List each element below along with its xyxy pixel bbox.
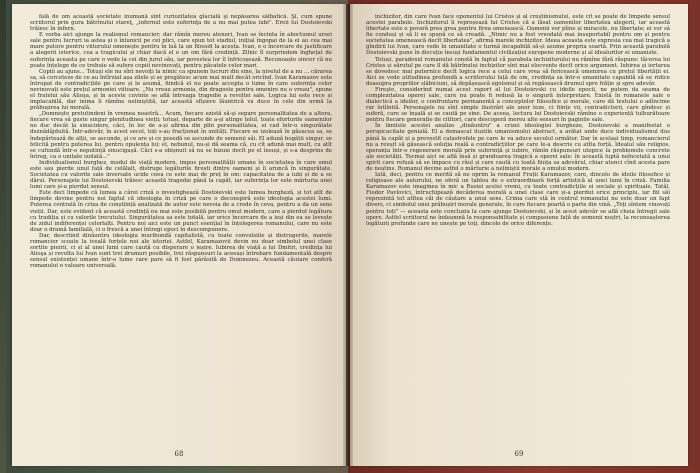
paragraph: „Domnește pretutindeni în vremea noastră... Acum, fiecare ezistă să-și separe personalitatea de a altora, fiecare vrea să guste singur plenitudinea vieții; totuși, departe de a-și atinge țelul, toate eforturile oamenilor nu duc decât la sinucidere, căci, în loc de a-și afirma din plin personalitatea, ei cad într-o singurătate deznădăjduită. Într-adevăr, în acest secol, toți s-au fracționat în unități. Fiecare se izolează în găoacea sa, se îndepărtează de alții, se ascunde, și ce are și ce posedă se ascunde de semenii săi. El adună bogății singur, se felicită pentru puterea lui, pentru opulența lui; el, nebunul, nu-și dă seama că, cu cît adună mai mult, cu atît se cufundă într-o neputință sinucigașă. Căci s-a obișnuit să nu se bizuie decît pe el însuși, și s-a desprins de întreg, ca o unitate izolată...": [30, 111, 332, 160]
paragraph: Este deci limpede că lumea a cărei criză o investighează Dostoievski este lumea burgheză, și tot atît de limpede devine pentru noi faptul că ideologia în criză pe care o deconspiră este ideologia acestei lumi. Puterea centrală în criza de conștiință analizată de autor este nevoia de a crede în ceva, pentru a da un sens vieții. Dar, este evident că această credință nu mai este posibilă pentru omul modern, care a pierdut legătura cu tradiția și cu valorile trecutului. Singurătatea sa este totală, iar orice încercare de a ieși din ea se lovește de zidul indiferenței celorlalți. Pentru noi aici este un punct esențial în înțelegerea romanului, care nu este doar o dramă familială, ci o frescă a unei întregi epoci în descompunere.: [30, 190, 332, 233]
paragraph: Fireşte, considerînd numai acest raport al lui Dostoievski cu ideile epocii, ne putem da seama de complexitatea operei sale, care nu poate fi redusă la o singură interpretare. Există în romanele sale o dialectică a ideilor, o confruntare permanentă a conceptelor filosofice și morale, care dă textului o adîncime rar întîlnită. Personajele nu sînt simple ilustrări ale unor teze, ci ființe vii, contradictorii, care gîndesc și suferă, care se înșală și se caută pe sine. De aceea, lectura lui Dostoievski rămîne o experiență tulburătoare pentru fiecare generație de cititori, care descoperă mereu alte sensuri în paginile sale.: [366, 86, 670, 124]
left-page: [12, 4, 346, 466]
paragraph: fală de om această societate inumană sînt curiozitatea glacială şi nepăsarea sălbatică. Şi, cum spune scriitorul prin gura bătrînului stareţ, „infernul este suferinţa de a nu mai putea iubi". Ereii lui Dostoievski trăiesc în infern.: [30, 14, 332, 33]
paragraph: Copiii au ajuns... Totuși ele nu sînt nevoiți la nimic ca spunem lucruri din sine, la nivelul de a nu ... cărarea sa, să cerceteze de ce au întîrziat așa zilele și se pregătesc acum mai mult decât oricînd. Ivan Karamazov este întrupat de contradicțiile pe care și le asumă, fiindcă el nu poate accepta o lume în care suferința celor nevinovați este prețul armoniei viitoare. „Nu vreau armonia, din dragoste pentru omenire nu o vreau", spune el fratelui său Alioşa, și în aceste cuvinte se află întreaga tragedie a revoltei sale. Logica lui este rece și implacabilă, dar inima îi rămîne neliniștită, iar această sfîșiere lăuntrică va duce în cele din urmă la prăbușirea lui morală.: [30, 68, 332, 112]
paragraph: E vorba aici ajunge la realismul romancier; dar rămîn mereu ateneri, Ivan se încinta în aboctumul ursei sale pentru lucruri ia astea și o înlunicii pe cei plici, care spun tot stadiul, inițial îngopai de la ei au cea mai mare putere pentru viitorului omenește pentru în luă la un filosofi la aceșta. Ivan, e o încercare de justificare a alegerii istorice, cea a tragicului și chiar dacă el e un om fără credință. Zilnic îl surprindem înghețat de suferința aceasta pe care o vede la cei din jurul său, iar povestea lor îl înfricoșează. Recunoaște sincer că nu poate înțelege de ce trebuie să sufere copiii nevinovați, pentru păcatele celor mari.: [30, 32, 332, 69]
paragraph: Dar, descriind dinăuntru ideologia muribundă capitalistă, cu toate convulsiile și distrugerile, marele romancier scoate la iveală forțele noi ale istoriei. Astfel, Karamazovii devin nu doar simbolul unei clase sortite pieirii, ci și al unei lumi care caută cu disperare o ieșire. Iubirea de viață a lui Dmitri, credința lui Alioşa și revolta lui Ivan sunt trei drumuri posibile, trei răspunsuri la aceeași întrebare fundamentală despre sensul existenței umane într-o lume care pare să fi fost părăsită de Dumnezeu. Această căutare conferă romanului o valoare universală.: [30, 232, 332, 270]
paragraph: Iată, deci, pentru ce merită să ne oprim la romanul Frații Karamazov, care, dincolo de ideile filosofice și religioase ale autorului, ne oferă un tablou de o extraordinară forță artistică al unei lumi în criză. Familia Karamazov este imaginea în mic a Rusiei acelei vremi, cu toate contradicțiile ei sociale și spirituale. Tatăl, Fiodor Pavlovici, întruchipează decăderea morală a unei clase care și-a pierdut orice principiu, iar fiii săi reprezintă tot atîtea căi de căutare a unui sens. Crima care stă în centrul romanului nu este doar un fapt divers, ci simbolul unei prăbușiri morale generale, în care fiecare poartă o parte din vină. „Toți sîntem vinovați pentru toți" — aceasta este concluzia la care ajunge Dostoievski, și în acest adevăr se află cheia întregii sale opere. Astfel scriitorul ne îndeamnă la responsabilitate și compasiune față de semenii noștri, la recunoașterea legăturii profunde care ne unește pe toți, dincolo de orice diferențe.: [366, 172, 670, 227]
right-page-text: [366, 14, 670, 444]
page-number: 69: [514, 450, 524, 458]
book-gutter: [343, 4, 353, 466]
paragraph: Individualismul burghez, modul de viață modern, impus personalității umane în societatea în care omul este sau pierde unul față de celălalt, distruge legăturile firești dintre oameni și îi aruncă în singurătate. Societatea cu valorile sale inversate ucide ceea ce este mai de preț în om: capacitatea de a iubi și de a se dărui. Personajele lui Dostoievski trăiesc această tragedie până la capăt, iar suferința lor este mărturia unei lumi care și-a pierdut sensul.: [30, 159, 332, 191]
right-page: [350, 4, 688, 466]
page-number: 68: [174, 450, 184, 458]
paragraph: Totuși, paradoxul romanului constă în faptul că parabola inchizitorului nu rămîne fără răspuns: tăcerea lui Cristos și sărutul pe care îl dă bătrînului inchizitor sînt mai elocvente decît orice argument. Iubirea și iertarea se dovedesc mai puternice decît logica rece a celui care vrea să fericească omenirea cu prețul libertății ei. Aici se vede atitudinea profundă a scriitorului față de om, credința sa într-o umanitate capabilă să se ridice deasupra propriilor slăbiciuni, să depășească egoismul și să regăsească drumul spre frăție și spre adevăr.: [366, 56, 670, 87]
left-page-text: [30, 14, 332, 444]
paragraph: În limitele acestei analize „dinăuntru" a crizei ideologiei burgheze, Dostoievski a manifestat o perspicacitate genială. El a demascat iluziile umanismului abstract, a arătat unde duce individualismul dus până la capăt și a prevestit catastrofele pe care le va aduce secolul următor. Dar în același timp, romancierul nu a reușit să găsească soluția reală a contradicțiilor pe care le-a descris cu atîta forță. Idealul său religios, speranța într-o regenerare morală prin suferință și iubire, rămîn răspunsuri utopice la problemele concrete ale societății. Tocmai aici se află însă și grandoarea tragică a operei sale: în această luptă neîncetată a unui spirit care refuză să se împace cu răul și care caută cu toată ființa sa adevărul, chiar atunci cînd acesta pare de neatins. Romanul devine astfel o mărturie a neliniștii morale a omului modern.: [366, 123, 670, 172]
cover-edge: [0, 0, 6, 473]
paragraph: inchizitor, din care Ivan face oponentul lui Cristos și al creștinismului, este cît se poate de limpede sensul acestei parabole. Inchizitorul îi reproșează lui Cristos că a lăsat oamenilor libertatea alegerii, iar această libertate este o povară prea grea pentru firea omenească. Oamenii vor pîine și miracole, nu libertate; ei vor să fie conduși și să li se spună ce să creadă. „Nimic nu a fost vreodată mai insuportabil pentru om și pentru societatea omenească decît libertatea", afirmă marele inchizitor. Ideea aceasta este expresia cea mai tragică a gîndirii lui Ivan, care vede în umanitate o turmă incapabilă să-și asume propria soartă. Prin această parabolă Dostoievski pune în discuție însuși fundamentul civilizației europene moderne și al idealurilor ei umaniste.: [366, 14, 670, 57]
